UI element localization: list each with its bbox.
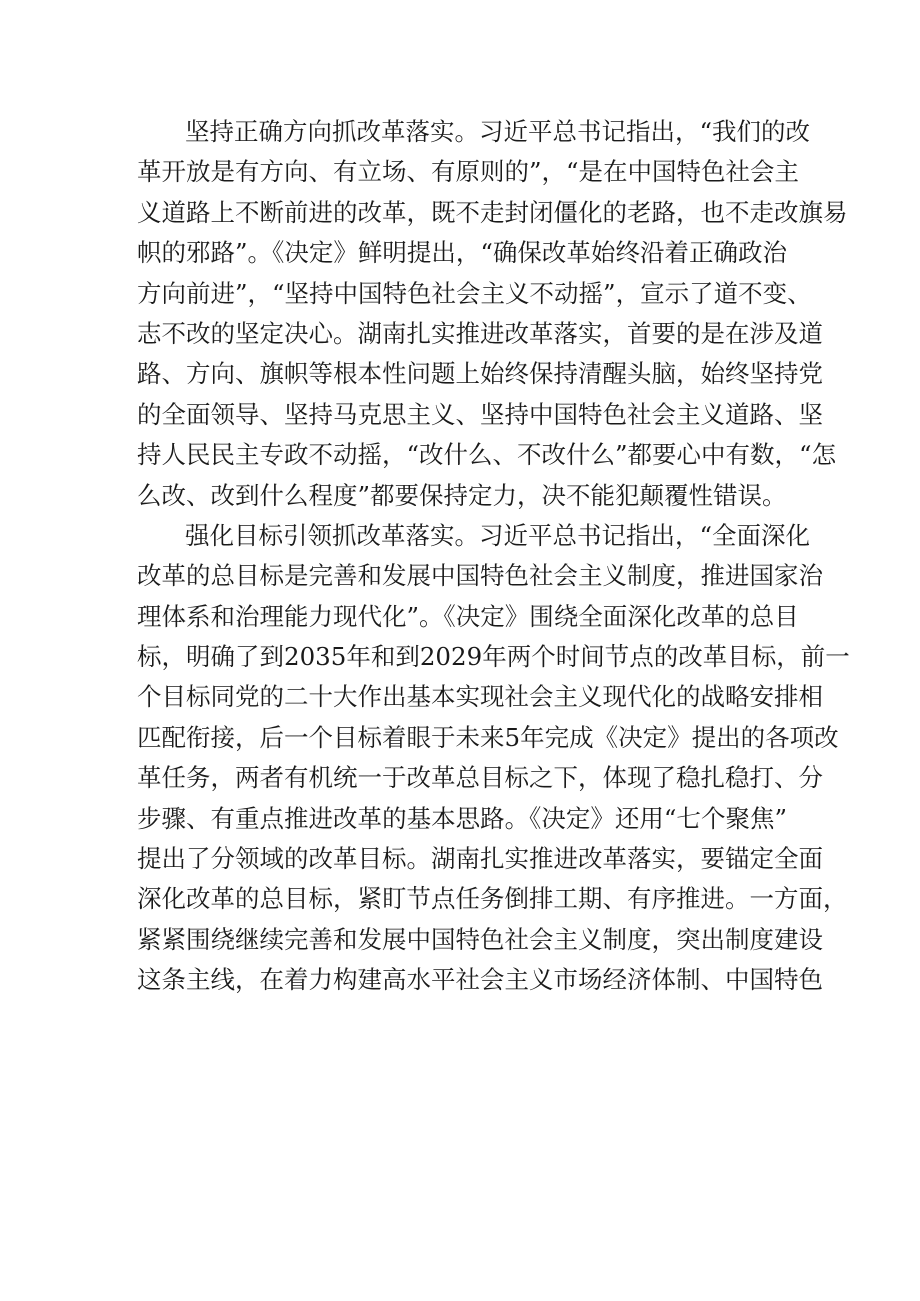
paragraph-line: 紧紧围绕继续完善和发展中国特色社会主义制度，突出制度建设: [137, 924, 823, 954]
paragraph-line: 革开放是有方向、有立场、有原则的”，“是在中国特色社会主: [137, 157, 800, 187]
paragraph-line: 革任务，两者有机统一于改革总目标之下，体现了稳扎稳打、分: [137, 763, 823, 793]
paragraph-1: [137, 112, 848, 516]
paragraph-line: 持人民民主专政不动摇，“改什么、不改什么”都要心中有数，“怎: [137, 440, 837, 470]
paragraph-line: 义道路上不断前进的改革，既不走封闭僵化的老路，也不走改旗易: [137, 197, 848, 227]
paragraph-line: 提出了分领域的改革目标。湖南扎实推进改革落实，要锚定全面: [137, 844, 823, 874]
paragraph-line: 坚持正确方向抓改革落实。习近平总书记指出，“我们的改: [185, 117, 811, 146]
paragraph-line: 帜的邪路”。《决定》鲜明提出，“确保改革始终沿着正确政治: [137, 238, 787, 268]
paragraph-line: 路、方向、旗帜等根本性问题上始终保持清醒头脑，始终坚持党: [137, 359, 823, 389]
paragraph-line: 理体系和治理能力现代化”。《决定》围绕全面深化改革的总目: [137, 601, 799, 631]
paragraph-2: [137, 516, 850, 1001]
document-body: [137, 112, 850, 1001]
paragraph-line: 个目标同党的二十大作出基本实现社会主义现代化的战略安排相: [137, 682, 823, 712]
paragraph-line: 这条主线，在着力构建高水平社会主义市场经济体制、中国特色: [137, 965, 823, 995]
paragraph-line: 改革的总目标是完善和发展中国特色社会主义制度，推进国家治: [137, 561, 823, 591]
paragraph-line: 强化目标引领抓改革落实。习近平总书记指出，“全面深化: [185, 520, 811, 550]
paragraph-line: 匹配衔接，后一个目标着眼于未来5年完成《决定》提出的各项改: [137, 722, 839, 752]
paragraph-line: 标，明确了到2035年和到2029年两个时间节点的改革目标，前一: [137, 642, 850, 672]
paragraph-line: 方向前进”，“坚持中国特色社会主义不动摇”，宣示了道不变、: [137, 278, 812, 308]
paragraph-line: 深化改革的总目标，紧盯节点任务倒排工期、有序推进。一方面，: [137, 884, 848, 914]
paragraph-line: 的全面领导、坚持马克思主义、坚持中国特色社会主义道路、坚: [137, 399, 823, 429]
paragraph-line: 步骤、有重点推进改革的基本思路。《决定》还用“七个聚焦”: [137, 803, 787, 833]
paragraph-line: 志不改的坚定决心。湖南扎实推进改革落实，首要的是在涉及道: [137, 318, 823, 348]
paragraph-line: 么改、改到什么程度”都要保持定力，决不能犯颠覆性错误。: [137, 480, 787, 510]
